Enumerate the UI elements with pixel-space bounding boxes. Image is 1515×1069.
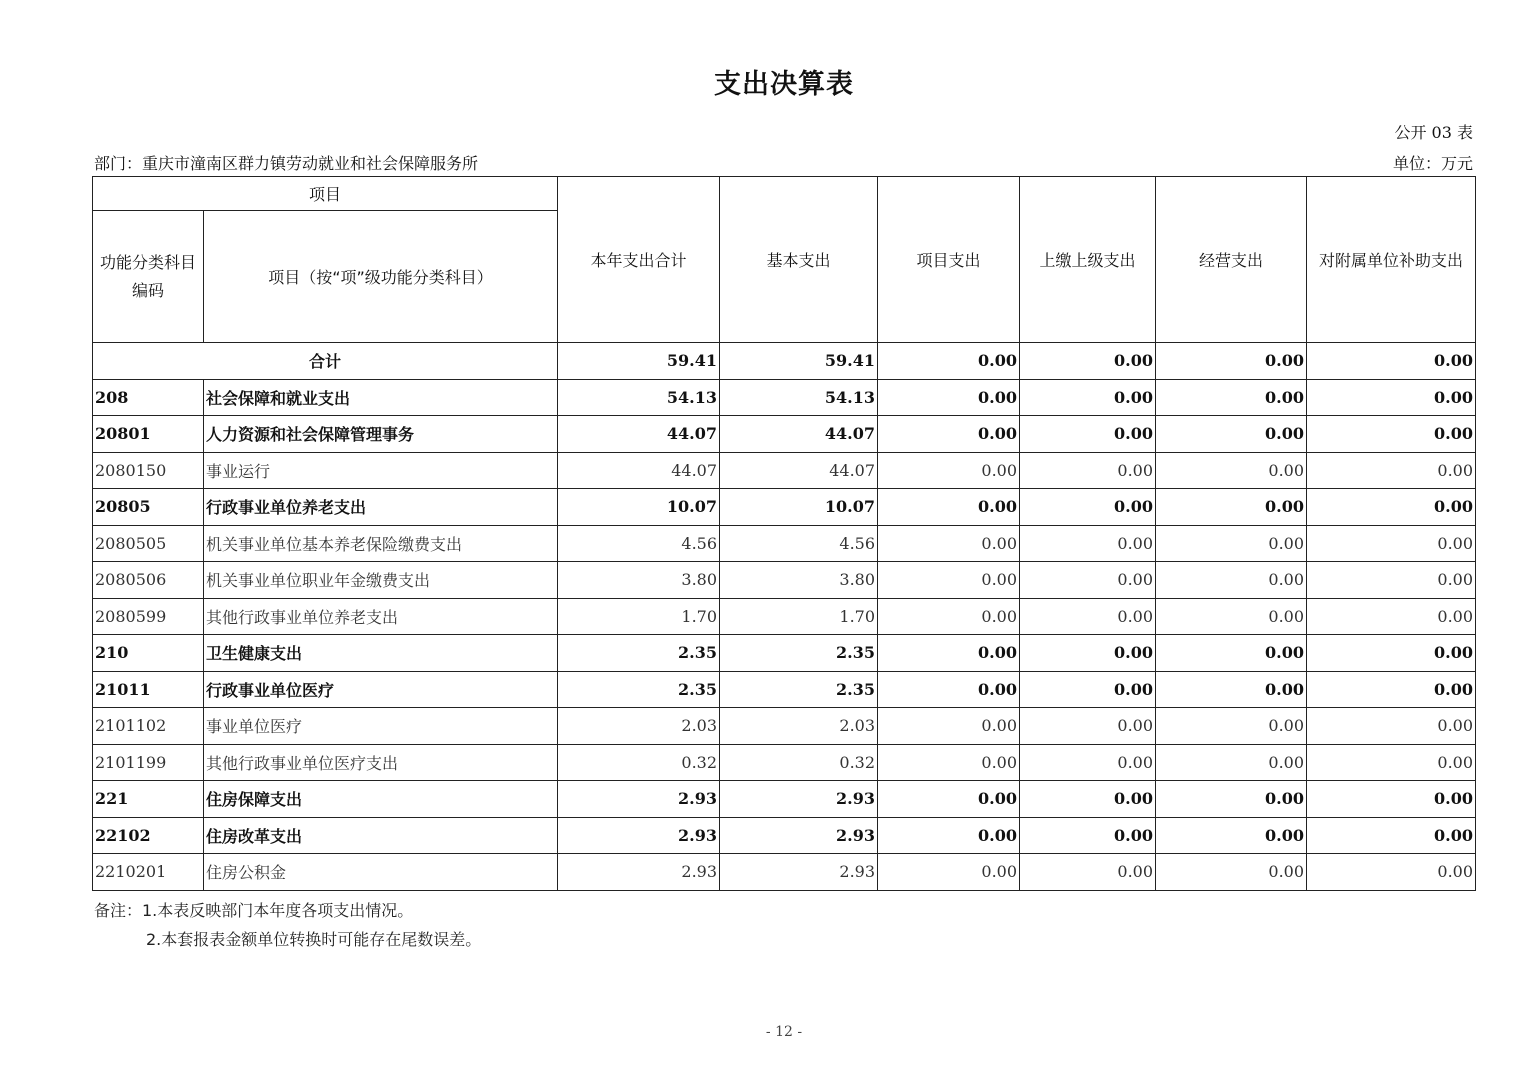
row-value: 0.00 <box>878 416 1020 453</box>
row-value: 44.07 <box>558 452 720 489</box>
row-value: 3.80 <box>558 562 720 599</box>
total-value: 0.00 <box>1307 343 1476 380</box>
row-value: 0.00 <box>878 598 1020 635</box>
row-name: 机关事业单位基本养老保险缴费支出 <box>204 525 558 562</box>
row-value: 0.00 <box>878 489 1020 526</box>
row-value: 0.00 <box>1020 379 1156 416</box>
row-name: 人力资源和社会保障管理事务 <box>204 416 558 453</box>
row-value: 0.00 <box>1156 379 1307 416</box>
row-code: 2210201 <box>93 854 204 891</box>
row-code: 20801 <box>93 416 204 453</box>
row-value: 0.00 <box>1307 817 1476 854</box>
row-value: 0.00 <box>1307 562 1476 599</box>
row-value: 0.00 <box>1156 854 1307 891</box>
row-value: 0.00 <box>1156 817 1307 854</box>
row-value: 0.00 <box>1020 635 1156 672</box>
row-value: 0.00 <box>1307 708 1476 745</box>
row-value: 0.00 <box>1020 562 1156 599</box>
total-value: 59.41 <box>720 343 878 380</box>
department-label: 部门：重庆市潼南区群力镇劳动就业和社会保障服务所 <box>94 154 479 173</box>
note-line-1: 备注：1.本表反映部门本年度各项支出情况。 <box>94 901 414 920</box>
table-row <box>93 744 1476 781</box>
row-value: 54.13 <box>558 379 720 416</box>
row-value: 0.00 <box>1156 562 1307 599</box>
header-basic: 基本支出 <box>720 177 878 343</box>
row-code: 221 <box>93 781 204 818</box>
row-value: 0.00 <box>1156 598 1307 635</box>
row-value: 2.03 <box>558 708 720 745</box>
row-code: 2080505 <box>93 525 204 562</box>
row-code: 2080506 <box>93 562 204 599</box>
row-value: 2.03 <box>720 708 878 745</box>
row-value: 44.07 <box>720 452 878 489</box>
row-value: 3.80 <box>720 562 878 599</box>
row-value: 0.00 <box>1020 817 1156 854</box>
row-value: 2.93 <box>720 817 878 854</box>
row-value: 0.00 <box>1307 744 1476 781</box>
row-value: 0.00 <box>878 744 1020 781</box>
row-value: 0.00 <box>878 817 1020 854</box>
row-value: 0.00 <box>1307 489 1476 526</box>
row-value: 2.93 <box>558 854 720 891</box>
table-row <box>93 817 1476 854</box>
total-value: 0.00 <box>878 343 1020 380</box>
row-code: 2080599 <box>93 598 204 635</box>
row-value: 0.00 <box>1156 635 1307 672</box>
table-row <box>93 416 1476 453</box>
row-code: 2101199 <box>93 744 204 781</box>
table-row <box>93 598 1476 635</box>
row-value: 0.00 <box>878 379 1020 416</box>
table-row <box>93 671 1476 708</box>
row-value: 0.00 <box>1020 854 1156 891</box>
row-value: 0.00 <box>878 525 1020 562</box>
row-value: 44.07 <box>720 416 878 453</box>
table-row <box>93 635 1476 672</box>
row-value: 0.00 <box>878 781 1020 818</box>
row-value: 0.00 <box>1307 671 1476 708</box>
header-name: 项目（按“项”级功能分类科目） <box>204 211 558 343</box>
row-value: 0.00 <box>1156 489 1307 526</box>
row-value: 10.07 <box>720 489 878 526</box>
row-value: 0.00 <box>1020 416 1156 453</box>
row-value: 0.32 <box>720 744 878 781</box>
row-value: 1.70 <box>720 598 878 635</box>
row-value: 44.07 <box>558 416 720 453</box>
table-row <box>93 489 1476 526</box>
row-value: 0.00 <box>1020 525 1156 562</box>
row-name: 事业单位医疗 <box>204 708 558 745</box>
row-value: 1.70 <box>558 598 720 635</box>
row-name: 事业运行 <box>204 452 558 489</box>
table-row <box>93 781 1476 818</box>
row-value: 2.35 <box>720 635 878 672</box>
row-name: 卫生健康支出 <box>204 635 558 672</box>
row-code: 210 <box>93 635 204 672</box>
row-value: 2.93 <box>558 781 720 818</box>
row-value: 0.00 <box>1307 525 1476 562</box>
row-value: 0.00 <box>1020 671 1156 708</box>
row-value: 0.00 <box>1020 708 1156 745</box>
row-code: 2101102 <box>93 708 204 745</box>
total-value: 0.00 <box>1020 343 1156 380</box>
table-body <box>93 343 1476 891</box>
row-value: 0.00 <box>1156 452 1307 489</box>
header-project-expenditure: 项目支出 <box>878 177 1020 343</box>
row-code: 2080150 <box>93 452 204 489</box>
row-value: 2.93 <box>720 781 878 818</box>
row-value: 0.00 <box>1307 452 1476 489</box>
row-value: 54.13 <box>720 379 878 416</box>
table-row <box>93 452 1476 489</box>
table-row <box>93 379 1476 416</box>
row-value: 2.93 <box>720 854 878 891</box>
row-code: 21011 <box>93 671 204 708</box>
row-value: 0.32 <box>558 744 720 781</box>
row-name: 其他行政事业单位养老支出 <box>204 598 558 635</box>
table-row <box>93 708 1476 745</box>
note-line-2: 2.本套报表金额单位转换时可能存在尾数误差。 <box>146 930 482 949</box>
row-name: 行政事业单位医疗 <box>204 671 558 708</box>
row-value: 0.00 <box>1307 854 1476 891</box>
row-value: 2.35 <box>558 671 720 708</box>
total-row <box>93 343 1476 380</box>
row-value: 0.00 <box>1307 416 1476 453</box>
row-value: 0.00 <box>1156 744 1307 781</box>
row-name: 其他行政事业单位医疗支出 <box>204 744 558 781</box>
row-value: 0.00 <box>878 708 1020 745</box>
unit-label: 单位：万元 <box>1392 154 1473 173</box>
page-number: - 12 - <box>765 1024 803 1040</box>
table-row <box>93 525 1476 562</box>
table-code: 公开 03 表 <box>1394 123 1473 142</box>
row-value: 0.00 <box>878 452 1020 489</box>
row-value: 0.00 <box>1020 598 1156 635</box>
header-subsidy: 对附属单位补助支出 <box>1307 177 1476 343</box>
row-value: 0.00 <box>1156 781 1307 818</box>
row-code: 208 <box>93 379 204 416</box>
row-name: 住房保障支出 <box>204 781 558 818</box>
table-row <box>93 854 1476 891</box>
row-value: 0.00 <box>1156 708 1307 745</box>
row-name: 社会保障和就业支出 <box>204 379 558 416</box>
row-value: 0.00 <box>1307 379 1476 416</box>
row-value: 2.93 <box>558 817 720 854</box>
total-value: 0.00 <box>1156 343 1307 380</box>
page-title: 支出决算表 <box>714 69 854 100</box>
header-project: 项目 <box>93 177 558 211</box>
header-total: 本年支出合计 <box>558 177 720 343</box>
row-value: 2.35 <box>720 671 878 708</box>
row-value: 0.00 <box>1156 671 1307 708</box>
row-code: 20805 <box>93 489 204 526</box>
expenditure-table <box>92 176 1476 891</box>
header-business: 经营支出 <box>1156 177 1307 343</box>
row-name: 住房改革支出 <box>204 817 558 854</box>
row-value: 0.00 <box>878 671 1020 708</box>
row-value: 0.00 <box>1156 416 1307 453</box>
row-name: 机关事业单位职业年金缴费支出 <box>204 562 558 599</box>
row-value: 0.00 <box>1020 489 1156 526</box>
row-value: 0.00 <box>878 854 1020 891</box>
row-value: 0.00 <box>1307 598 1476 635</box>
row-value: 10.07 <box>558 489 720 526</box>
total-label: 合计 <box>93 343 558 380</box>
row-value: 0.00 <box>1020 781 1156 818</box>
row-value: 0.00 <box>1156 525 1307 562</box>
row-name: 行政事业单位养老支出 <box>204 489 558 526</box>
header-code: 功能分类科目编码 <box>93 211 204 343</box>
row-value: 0.00 <box>1307 635 1476 672</box>
row-value: 0.00 <box>878 635 1020 672</box>
table-row <box>93 562 1476 599</box>
row-value: 0.00 <box>878 562 1020 599</box>
row-value: 0.00 <box>1307 781 1476 818</box>
row-value: 0.00 <box>1020 452 1156 489</box>
row-value: 4.56 <box>558 525 720 562</box>
row-value: 2.35 <box>558 635 720 672</box>
row-name: 住房公积金 <box>204 854 558 891</box>
row-value: 4.56 <box>720 525 878 562</box>
header-upper-level: 上缴上级支出 <box>1020 177 1156 343</box>
total-value: 59.41 <box>558 343 720 380</box>
row-code: 22102 <box>93 817 204 854</box>
row-value: 0.00 <box>1020 744 1156 781</box>
